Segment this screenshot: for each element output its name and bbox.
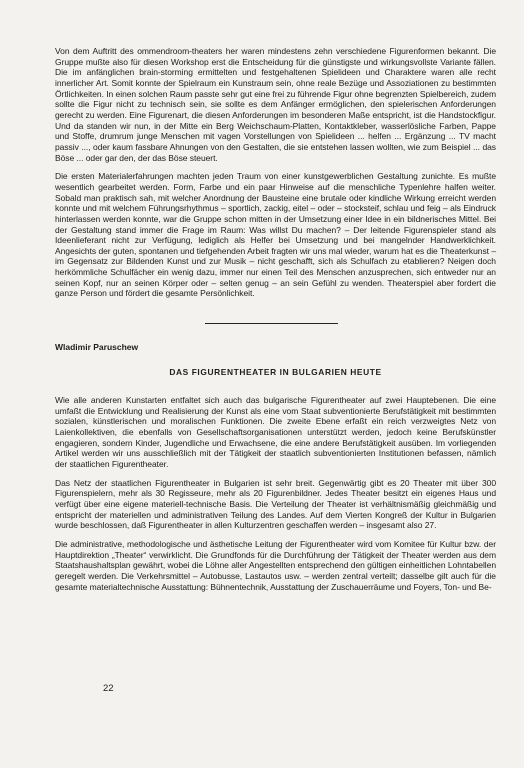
page-number: 22 bbox=[103, 683, 114, 694]
article-author: Wladimir Paruschew bbox=[55, 342, 139, 353]
paragraph: Die administrative, methodologische und ästhetische Leitung der Figurentheater wird vom Komitee für Kultur bzw. der Hauptdirektion „Theater“ verwirklicht. Die Grundfonds für die Durchführung der Tätigkeit der Theater werden aus dem Staatshaushaltsplan gewährt, wobei die Löhne aller Angestellten entsprechend den gültigen einheitlichen Lohntabellen geregelt werden. Die Verkehrsmittel – Autobusse, Lastautos usw. – werden zentral verteilt; dasselbe gilt auch für die gesamte materialtechnische Ausstattung: Bühnentechnik, Ausstattung der Zuschauerräume und Foyers, Ton- und Be- bbox=[55, 538, 496, 592]
article-title: DAS FIGURENTHEATER IN BULGARIEN HEUTE bbox=[169, 367, 382, 378]
paragraph: Wie alle anderen Kunstarten entfaltet sich auch das bulgarische Figurentheater auf zwei Hauptebenen. Die eine umfaßt die Entwicklung und Realisierung der Kunst als eine vom Staat subventionierte Berufstätigkeit mit bestimmten sozialen, künstlerischen und moralischen Funktionen. Die zweite Ebene erfaßt ein reich verzweigtes Netz von Laienkollektiven, die ebenfalls von Gesellschaftsorganisationen unterstützt werden, jedoch keine Berufskünstler engagieren, sondern Kinder, Jugendliche und Erwachsene, die eine andere Berufstätigkeit ausüben. Im vorliegenden Artikel werden wir uns ausschließlich mit der Tätigkeit der staatlich subventionierten Institutionen befassen, nämlich der staatlichen Figurentheater. bbox=[55, 395, 496, 470]
paragraph: Das Netz der staatlichen Figurentheater in Bulgarien ist sehr breit. Gegenwärtig gibt es 20 Theater mit über 300 Figurenspielern, mehr als 30 Regisseure, mehr als 20 Figurenbildner. Jedes Theater besitzt ein eigenes Haus und verfügt über eine eigene materiell-technische Basis. Die Verteilung der Theater ist verhältnismäßig gleichmäßig und entspricht der materiellen und administrativen Teilung des Landes. Auf dem Vierten Kongreß der Kultur in Bulgarien wurde beschlossen, daß Figurentheater in allen Kulturzentren geschaffen werden – insgesamt also 27. bbox=[55, 477, 496, 531]
paragraph: Von dem Auftritt des ommendroom-theaters her waren mindestens zehn verschiedene Figurenformen bekannt. Die Gruppe mußte also für diesen Workshop erst die Entscheidung für die günstigste und wirkungsvollste Variante fällen. Die im anfänglichen brain-storming ermittelten und festgehaltenen Spielideen und Charaktere waren alle recht innerlicher Art. Somit konnte der Spielraum ein Kunstraum sein, ohne reale Bezüge und Assoziationen zu bestimmten Örtlichkeiten. In einen solchen Raum passte sehr gut eine frei zu führende Figur ohne begrenzten Spielbereich, zudem sollte die Figur nicht zu technisch sein, sie sollte es dem Anfänger ermöglichen, den spielerischen Anforderungen gerecht zu werden. Eine Figurenart, die diesen Anforderungen im besonderen Maße entspricht, ist die Handstockfigur. Und da standen wir nun, in der Mitte ein Berg Weichschaum-Platten, Kontaktkleber, wasserlösliche Farben, Pappe und Stoffe, drumrum junge Menschen mit vagen Vorstellungen von Spielideen ... helfen ... Ergänzung ... TV macht passiv ..., oder kaum fassbare Ahnungen von den Gestalten, die sie entstehen lassen wollten, wie zum Beispiel ... das Böse ... oder gar den, der das Böse steuert. bbox=[55, 46, 496, 163]
paragraph: Die ersten Materialerfahrungen machten jeden Traum von einer kunstgewerblichen Gestaltung zunichte. Es mußte wesentlich gearbeitet werden. Form, Farbe und ein paar Hinweise auf die menschliche Typenlehre halfen weiter. Sobald man praktisch sah, mit welcher Anordnung der Bausteine eine brutale oder kindliche Wirkung erreicht werden konnte und mit welchem Führungsrhythmus – sportlich, zackig, eitel – oder – stocksteif, schlau und feig – als Eindruck hinterlassen werden konnte, war die Gruppe schon mitten in der Umsetzung einer Idee in ein bildnerisches Mittel. Bei der Gestaltung stand immer die Frage im Raum: Was willst Du machen? – Der leitende Figurenspieler stand als Ideenlieferant nicht zur Verfügung, lediglich als Helfer bei Umsetzung und bei mangelnder Handwerklichkeit. Angesichts der guten, spontanen und tiefgehenden Arbeit fragten wir uns mal wieder, warum hat es die Theaterkunst – im Gegensatz zur Bildenden Kunst und zur Musik – nicht geschafft, sich als Schulfach zu etablieren? Neigen doch herkömmliche Schulfächer ein wenig dazu, immer nur einen Teil des Menschen anzusprechen, sich entweder nur an seinen Kopf, nur an seinen Körper oder – selten genug – an sein Gefühl zu wenden. Theaterspiel aber fordert die ganze Person und fördert die gesamte Persönlichkeit. bbox=[55, 171, 496, 299]
section-divider bbox=[205, 323, 338, 324]
